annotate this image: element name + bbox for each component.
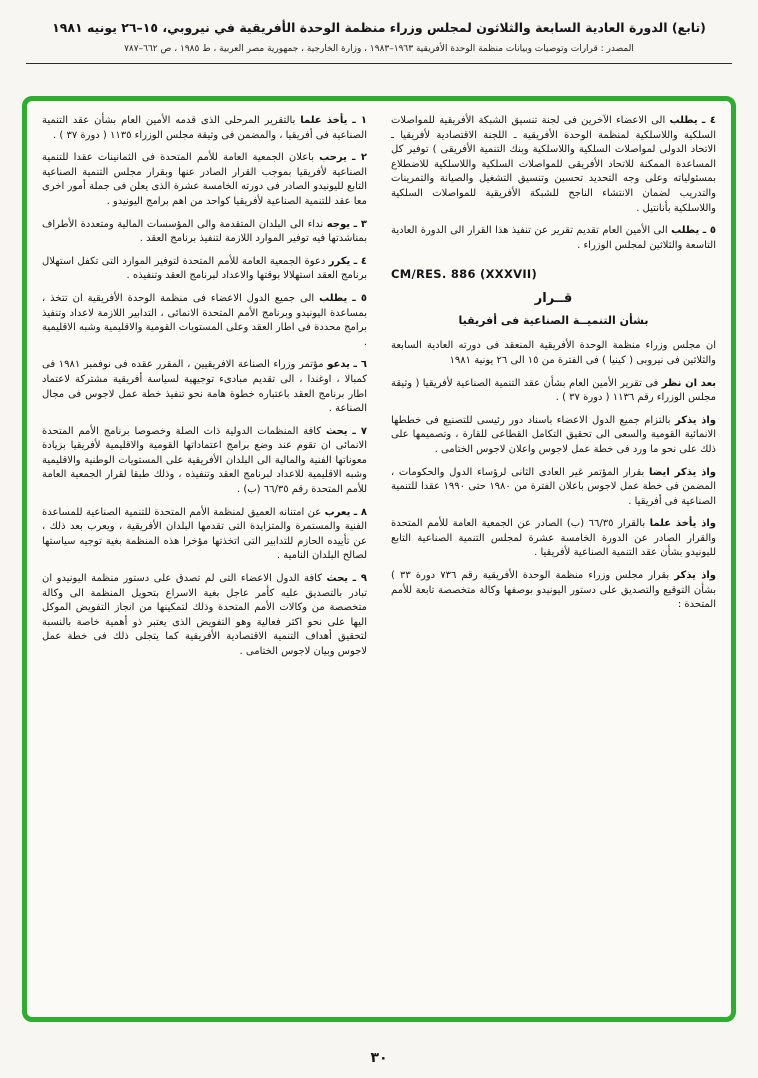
clause-number: ٥ ـ <box>702 225 716 237</box>
clause-text: عن امتنانه العميق لمنظمة الأمم المتحدة للتنمية الصناعية للمساعدة الفنية والمستمرة والمتزايدة التى تقدمها البلدان الأفريقية ، ويعرب بعد ذلك ، عن تأييده الحازم للتدابير التى اتخذتها مؤخرا هذه المنظمة بغية توجيه سياستها لصالح البلدان النامية . <box>42 506 367 562</box>
clause-text: نداء الى البلدان المتقدمة والى المؤسسات المالية ومتعددة الأطراف بمناشدتها فيه توفير الموارد اللازمة لتنفيذ برنامج العقد . <box>42 218 367 245</box>
header-source-line: المصدر : قرارات وتوصيات وبيانات منظمة الوحدة الأفريقية ١٩٦٣–١٩٨٣ ، وزارة الخارجية ، جمهورية مصر العربية ، ط ١٩٨٥ ، ص ٦٦٢–٧٨٧ <box>124 44 634 54</box>
clause-number: ٨ ـ <box>353 506 367 518</box>
clause-number: ٦ ـ <box>353 359 367 371</box>
preamble-paragraph <box>391 517 716 561</box>
clause <box>42 572 367 660</box>
clause-lead: يحث <box>326 573 349 585</box>
clause-text: كافة الدول الاعضاء التى لم تصدق على دستور منظمة اليونيدو ان تبادر بالتصديق عليه كأمر عاجل بغية الاسراع بتحويل المنظمة الى وكالة متخصصة من وكالات الأمم المتحدة وذلك لتمكينها من انجاز التفويض الموكل اليها على نحو اكثر فعالية وهو التفويض الذى يعتبر ذو أهمية خاصة بالنسبة لتحقيق أهداف التنمية الاقتصادية الأفريقية كما يتجلى ذلك فى خطة عمل لاجوس وبيان لاجوس الختامى . <box>42 573 367 657</box>
right-column <box>391 114 716 1004</box>
preamble-lead: واذ يذكر <box>674 570 716 582</box>
clause-lead: يعرب <box>324 506 351 518</box>
page-header <box>0 0 758 64</box>
clause-lead: يدعو <box>327 359 350 371</box>
resolution-title: قــرار <box>534 291 573 307</box>
clause-text: مؤتمر وزراء الصناعة الافريقيين ، المقرر عقده فى نوفمبر ١٩٨١ فى كمبالا ، اوغندا ، الى تقديم مبادىء توجيهية لسياسة أفريقية مشتركة لاعتماد اطار برنامج العقد باعتباره خطوة هامة نحو تنفيذ خطة عمل لاجوس فى مجال الصناعة . <box>42 359 367 415</box>
clause-lead: يوجه <box>326 218 350 230</box>
clause <box>42 506 367 564</box>
clause <box>42 425 367 498</box>
preamble-lead: واذ يذكر <box>674 414 716 426</box>
clause-lead: يكرر <box>328 255 351 267</box>
preamble-lead: واذ يذكر ايضا <box>648 466 716 478</box>
clause-number: ٣ ـ <box>353 218 367 230</box>
clause <box>42 114 367 143</box>
clause-text: باعلان الجمعية العامة للأمم المتحدة فى الثمانينات عقدا للتنمية الصناعية لأفريقيا بموجب القرار الصادر عنها وبقرار مجلس التنمية الصناعية التابع لليونيدو الصادر فى دورته الخامسة عشرة الذى يعلن فى جملة أمور اخرى معا عقد للتنمية الصناعية لأفريقيا كواحد من اهم برامج اليونيدو . <box>42 152 367 207</box>
resolution-code: CM/RES. 886 (XXXVII) <box>391 267 538 282</box>
preamble-text: فى تقرير الأمين العام بشأن عقد التنمية الصناعية لأفريقيا ( وثيقة مجلس الوزراء رقم ١١٣٦ ( دورة ٣٧ ) . <box>391 377 716 404</box>
clause <box>42 151 367 209</box>
clause-lead: يطلب <box>319 292 348 304</box>
clause-lead: يأخذ علما <box>300 115 348 126</box>
clause-lead: يرحب <box>319 152 347 164</box>
preamble-text: بقرار المؤتمر غير العادى الثانى لرؤساء الدول والحكومات ، المضمن فى خطة عمل لاجوس باعلان الفترة من ١٩٨٠ حتى ١٩٩٠ عقدا للتنمية الصناعية فى أفريقيا . <box>391 466 716 507</box>
preamble-text: بالتزام جميع الدول الاعضاء باسناد دور رئيسى للتصنيع فى خططها الانمائية القومية والسعى الى تحقيق التكامل القطاعى للقارة ، وتصميمها على ذلك على نحو ما ورد فى خطة عمل لاجوس واعلان لاجوس الختامى . <box>391 414 716 455</box>
header-title: (تابع) الدورة العادية السابعة والثلاثون لمجلس وزراء منظمة الوحدة الأفريقية في نيروبي، ١٥–٢٦ يونيه ١٩٨١ <box>52 20 706 35</box>
clause-text: الى جميع الدول الاعضاء فى منظمة الوحدة الأفريقية ان تتخذ ، بمساعدة اليونيدو وبرنامج الأمم المتحدة الانمائى ، التدابير اللازمة لاعداد وتنفيذ برامج محددة فى اطار العقد وعلى المستويات القومية والاقليمية وشبه الاقليمية . <box>42 292 367 348</box>
clause <box>42 255 367 284</box>
preamble-lead: واذ يأخذ علما <box>649 518 716 530</box>
clause-text: الى الأمين العام تقديم تقرير عن تنفيذ هذا القرار الى الدورة العادية التاسعة والثلاثين لمجلس الوزراء . <box>391 225 716 251</box>
preamble-paragraph <box>391 569 716 613</box>
clause-number: ٤ ـ <box>353 255 367 267</box>
left-column <box>42 114 367 1004</box>
clause-text: دعوة الجمعية العامة للأمم المتحدة لتوفير الموارد التى تكفل استهلال برنامج العقد استهلالا بوقتها والاعداد لبرنامج العقد وتنفيذه . <box>42 255 367 282</box>
clause-lead: يطلب <box>671 225 700 237</box>
clause <box>42 292 367 350</box>
clause-number: ٢ ـ <box>352 152 367 164</box>
preamble-text: ان مجلس وزراء منظمة الوحدة الأفريقية المنعقد فى دورته العادية السابعة والثلاثين فى نيروبى ( كينيا ) فى الفترة من ١٥ الى ٢٦ يونية ١٩٨١ <box>391 340 716 366</box>
header-divider <box>26 63 732 64</box>
clause-lead: يطلب <box>669 115 698 126</box>
preamble-paragraph <box>391 377 716 406</box>
preamble-text: بالقرار ٦٦/٣٥ (ب) الصادر عن الجمعية العامة للأمم المتحدة والقرار الصادر عن الدورة الخامسة عشرة لمجلس التنمية الصناعية التابع لليونيدو بشأن عقد التنمية الصناعية لأفريقيا . <box>391 518 716 559</box>
clause <box>42 358 367 416</box>
preamble-paragraph <box>391 466 716 510</box>
page-number: ٣٠ <box>370 1050 388 1066</box>
preamble-paragraph <box>391 339 716 368</box>
preamble-text: بقرار مجلس وزراء منظمة الوحدة الأفريقية رقم ٧٣٦ دورة ٣٣ ) بشأن التوقيع والتصديق على دستور اليونيدو بوصفها وكالة متخصصة تابعة للأمم المتحدة : <box>391 570 716 611</box>
clause-number: ٩ ـ <box>352 573 367 585</box>
clause-number: ١ ـ <box>352 115 367 126</box>
resolution-subtitle: بشأن التنميــة الصناعية فى أفريقيا <box>458 314 649 328</box>
clause <box>391 114 716 216</box>
clause-text: كافة المنظمات الدولية ذات الصلة وخصوصا برنامج الأمم المتحدة الانمائى ان تقوم عند وضع برامج اعتماداتها القومية والاقليمية لأفريقيا بزيادة معوناتها الفنية والمالية الى البلدان الأفريقية على المستويات الوطنية والاقليمية وشبه الاقليمية للاعداد لبرنامج العقد وتنفيذه ، وذلك طبقا لقرار الجمعية العامة للأمم المتحدة رقم ٦٦/٣٥ (ب) . <box>42 425 367 496</box>
preamble-paragraph <box>391 414 716 458</box>
clause-lead: يحث <box>325 425 348 437</box>
clause-text: الى الاعضاء الآخرين فى لجنة تنسيق الشبكة الأفريقية للمواصلات السلكية واللاسلكية لمنظمة الوحدة الأفريقية ـ اللجنة الاقتصادية لأفريقيا ـ الاتحاد الدولى لمواصلات السلكية واللاسلكية وبنك التنمية الأفريقى ) توفير كل المساعدة الممكنة للاتحاد الأفريقى للمواصلات السلكية واللاسلكية للاضطلاع بمسئولياته وعلى وجه التحديد تحسين وتنسيق التشغيل والصيانة والتمرينات والتدريب لضمان الانتشاء الناجح للشبكة الأفريقية للمواصلات السلكية واللاسلكية بأنانتيل . <box>391 115 716 214</box>
clause-number: ٧ ـ <box>352 425 367 437</box>
clause-number: ٥ ـ <box>352 292 367 304</box>
preamble-lead: بعد ان نظر <box>661 377 716 389</box>
clause-text: بالتقرير المرحلى الذى قدمه الأمين العام بشأن عقد التنمية الصناعية فى أفريقيا ، والمضمن فى وثيقة مجلس الوزراء ١١٣٥ ( دورة ٣٧ ) . <box>42 115 367 141</box>
clause <box>42 218 367 247</box>
clause <box>391 224 716 253</box>
clause-number: ٤ ـ <box>701 115 716 126</box>
content-frame <box>22 96 736 1022</box>
